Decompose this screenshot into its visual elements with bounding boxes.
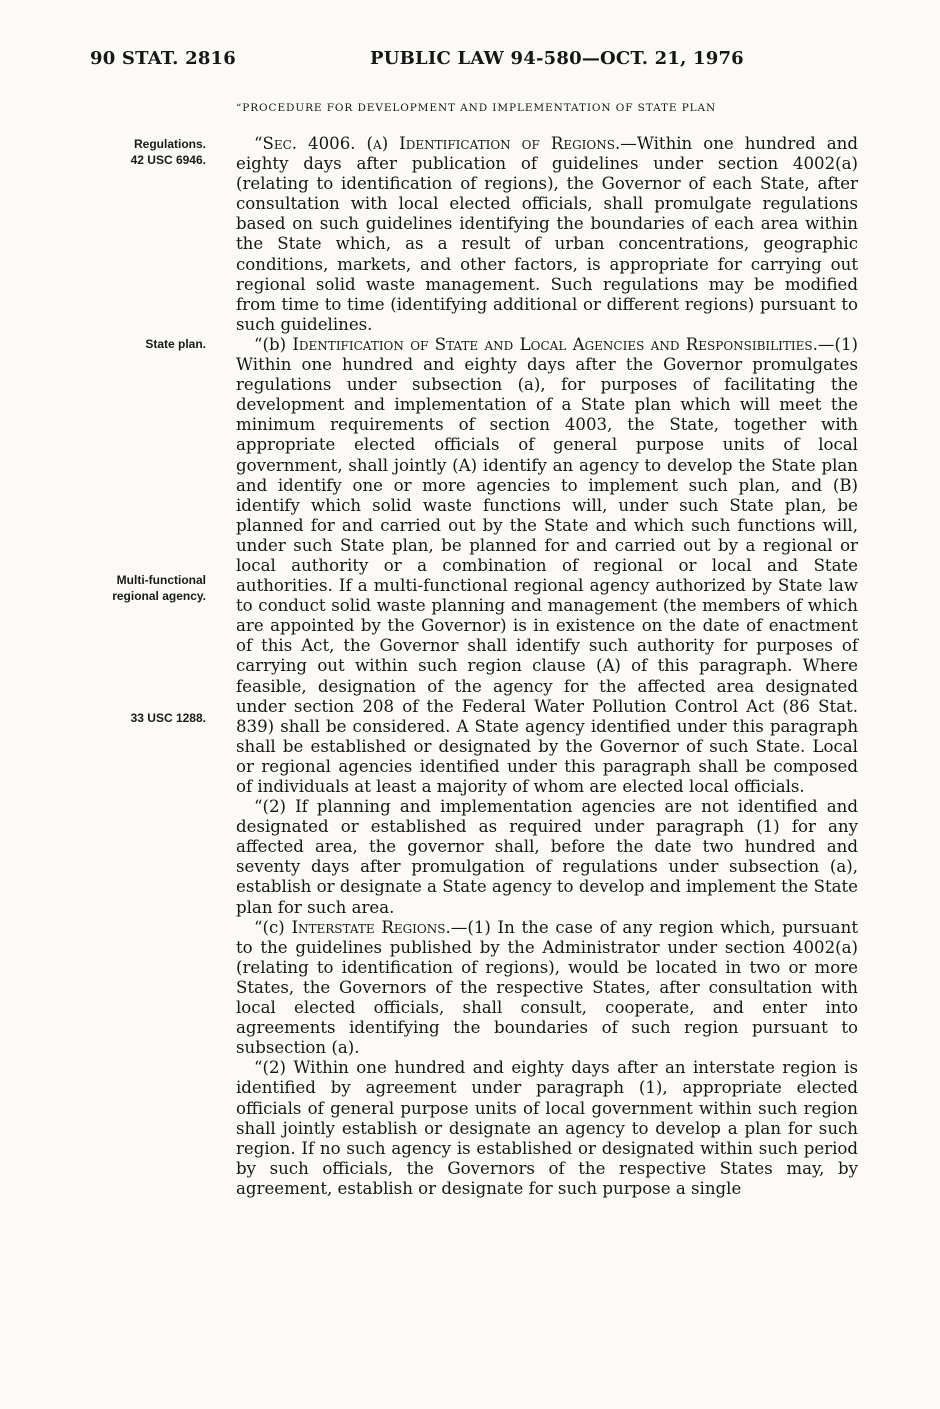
margin-note-multi-functional (76, 572, 206, 604)
section-number: “Sec. 4006. (a) (254, 134, 400, 153)
margin-note-state-plan: State plan. (145, 337, 206, 351)
paragraph-b-2: “(2) If planning and implementation agencies are not identified and designated or established as required under paragraph (1) for any affected area, the governor shall, before the date two hundred and seventy days after promulgation of regulations under subsection (a), establish or designate a State agency to develop and implement the State plan for such area. (236, 797, 858, 917)
paragraph-c-2: “(2) Within one hundred and eighty days after an interstate region is identified by agreement under paragraph (1), appropriate elected officials of general purpose units of local government within such region shall jointly establish or designate an agency to develop a plan for such region. If no such agency is established or designated within such period by such officials, the Governors of the respective States may, by agreement, establish or designate for such purpose a single (236, 1058, 858, 1198)
margin-note-multi-line1: Multi-functional (116, 573, 206, 587)
caption-identification-of-agencies: Identification of State and Local Agencies and Responsibilities. (292, 334, 818, 354)
margin-note-regulations (76, 136, 206, 168)
paragraph-c-1 (236, 918, 858, 1059)
subsection-label: “(c) (254, 917, 292, 937)
paragraph-text: —(1) Within one hundred and eighty days after the Governor promulgates regulations under subsection (a), for purposes of facilitating the development and implementation of a State plan which will meet the minimum requirements of section 4003, the State, together with appropriate elected officials of general purpose units of local government, shall jointly (A) identify an agency to develop the State plan and identify one or more agencies to implement such plan, and (B) identify which solid waste functions will, under such State plan, be planned for and carried out by the State and which such functions will, under such State plan, be planned for and carried out by a regional or local authority or a combination of regional or local and State authorities. If a multi-functional regional agency authorized by State law to conduct solid waste planning and management (the members of which are appointed by the Governor) is in existence on the date of enactment of this Act, the Governor shall identify such authority for purposes of carrying out within such region clause (A) of this paragraph. Where feasible, designation of the agency for the affected area designated under section 208 of the Federal Water Pollution Control Act (86 Stat. 839) shall be considered. A State agency identified under this paragraph shall be established or designated by the Governor of such State. Local or regional agencies identified under this paragraph shall be composed of individuals at least a majority of whom are elected local officials. (236, 334, 858, 796)
margin-note-regulations-cite: 42 USC 6946. (130, 153, 206, 167)
margin-note-regulations-label: Regulations. (133, 137, 206, 151)
caption-identification-of-regions: Identification of Regions. (399, 134, 621, 153)
margin-note-33-usc: 33 USC 1288. (130, 711, 206, 725)
subsection-label: “(b) (254, 334, 293, 354)
paragraph-text: —(1) In the case of any region which, pursuant to the guidelines published by the Administrator under section 4002(a) (relating to identification of regions), would be located in two or more States, the Governors of the respective States, after consultation with local elected officials, shall consult, cooperate, and enter into agreements identifying the boundaries of such region pursuant to subsection (a). (236, 917, 859, 1058)
section-heading: “PROCEDURE FOR DEVELOPMENT AND IMPLEMENTATION OF STATE PLAN (236, 102, 717, 114)
public-law-header: PUBLIC LAW 94-580—OCT. 21, 1976 (370, 48, 744, 69)
statute-body (236, 134, 858, 1199)
paragraph-sec-4006-a (236, 134, 858, 335)
paragraph-text: —Within one hundred and eighty days after publication of guidelines under section 4002(a) (relating to identification of regions), the Governor of each State, after consultation with local elected officials, shall promulgate regulations based on such guidelines identifying the boundaries of each area within the State which, as a result of urban concentrations, geographic conditions, markets, and other factors, is appropriate for carrying out regional solid waste management. Such regulations may be modified from time to time (identifying additional or different regions) pursuant to such guidelines. (236, 134, 858, 334)
paragraph-b-1 (236, 335, 858, 797)
statute-citation: 90 STAT. 2816 (90, 48, 237, 69)
margin-note-multi-line2: regional agency. (112, 589, 206, 603)
caption-interstate-regions: Interstate Regions. (291, 917, 451, 937)
